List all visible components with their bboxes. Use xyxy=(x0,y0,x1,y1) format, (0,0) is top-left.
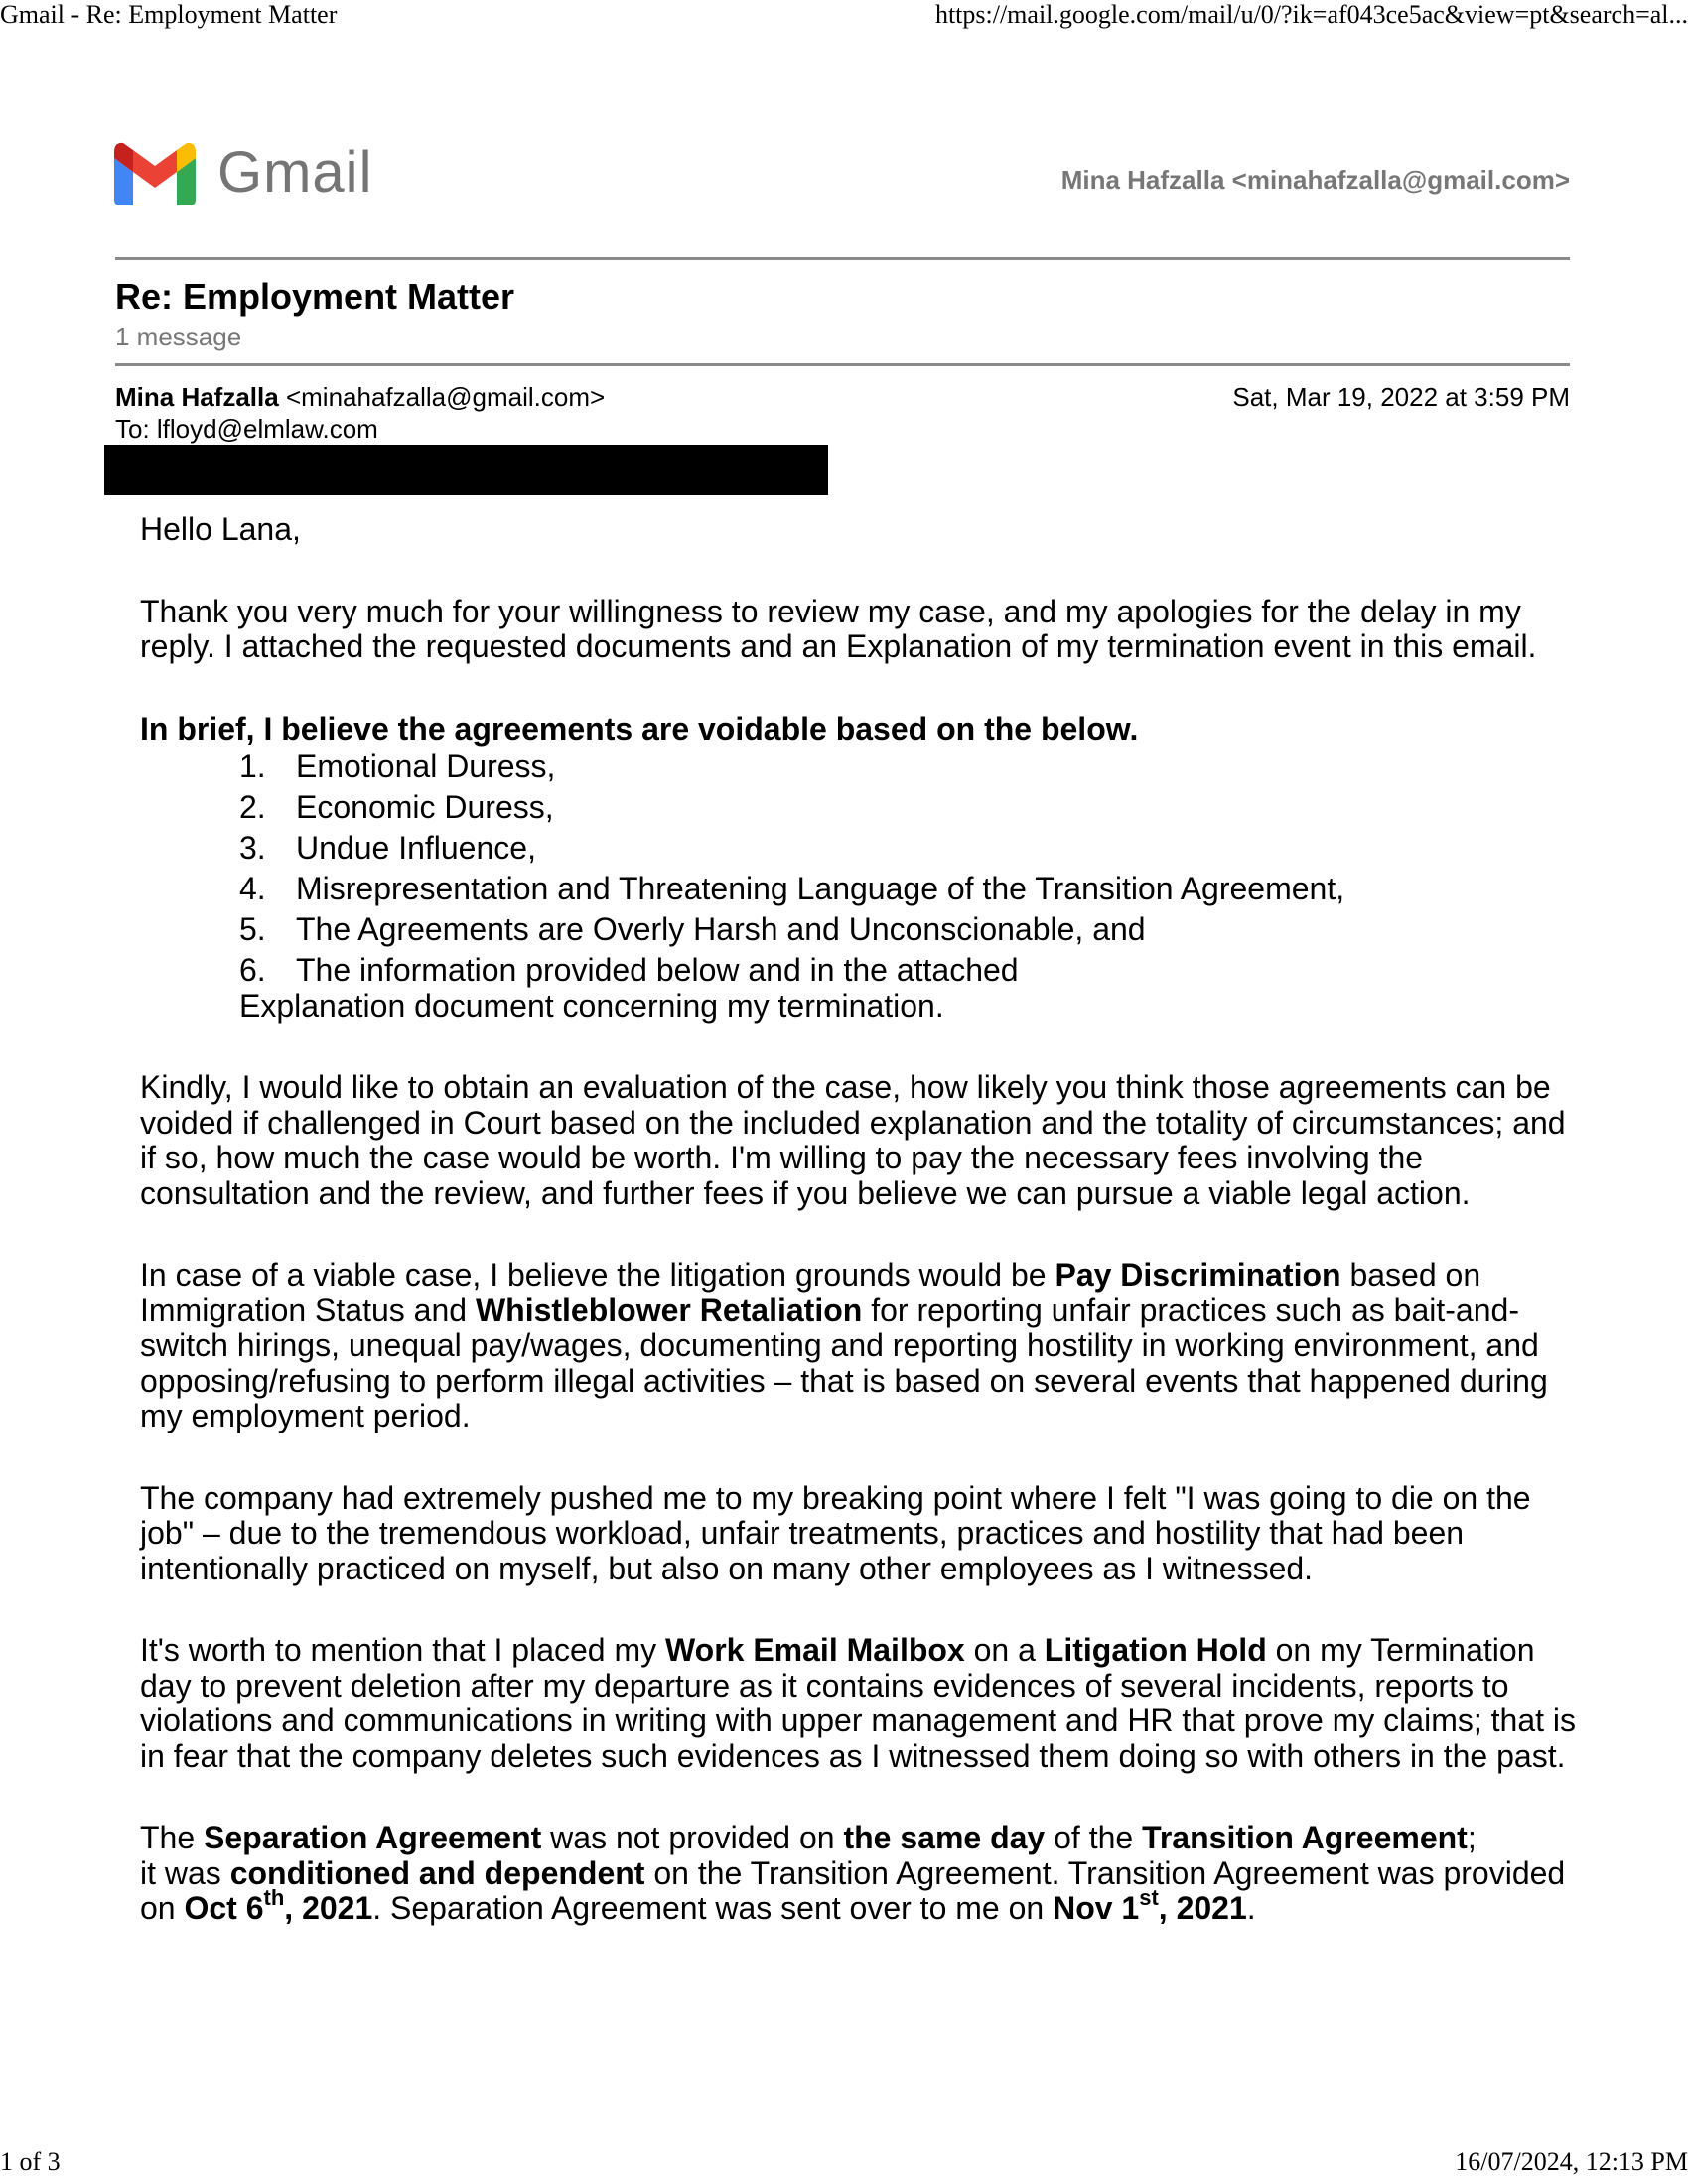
gmail-wordmark: Gmail xyxy=(217,140,373,205)
print-header-title: Gmail - Re: Employment Matter xyxy=(0,0,338,29)
message-count: 1 message xyxy=(115,322,242,351)
list-item: 1. Emotional Duress, xyxy=(239,749,556,784)
sent-date: Sat, Mar 19, 2022 at 3:59 PM xyxy=(1232,382,1570,412)
sender-name: Mina Hafzalla xyxy=(115,382,279,412)
paragraph-breaking-point: The company had extremely pushed me to my breaking point where I felt "I was going to die on the job" – due to the tremendous workload, unfair treatments, practices and hostility that had been intentionally practiced on myself, but also on many other employees as I witnessed. xyxy=(140,1479,1531,1586)
grounds-list xyxy=(140,747,1580,1024)
email-body xyxy=(140,512,1580,1974)
list-item: 5. The Agreements are Overly Harsh and Unconscionable, and xyxy=(239,911,1146,947)
sender-line xyxy=(115,382,605,413)
greeting: Hello Lana, xyxy=(140,511,301,547)
print-footer-datetime: 16/07/2024, 12:13 PM xyxy=(1455,2147,1688,2176)
recipient-line: To: lfloyd@elmlaw.com xyxy=(115,414,378,444)
list-item: 4. Misrepresentation and Threatening Language of the Transition Agreement, xyxy=(239,871,1345,906)
header-divider xyxy=(115,257,1570,260)
thread-divider xyxy=(115,363,1570,366)
print-header-url: https://mail.google.com/mail/u/0/?ik=af043ce5ac&view=pt&search=al... xyxy=(934,0,1688,29)
gmail-m-icon xyxy=(114,142,196,205)
sender-email: <minahafzalla@gmail.com> xyxy=(285,382,606,412)
paragraph-thanks: Thank you very much for your willingness to review my case, and my apologies for the delay in my reply. I attached the requested documents and an Explanation of my termination event in this email. xyxy=(140,593,1537,664)
account-label: Mina Hafzalla <minahafzalla@gmail.com> xyxy=(1060,165,1570,195)
list-item: 3. Undue Influence, xyxy=(239,830,536,866)
thread-subject: Re: Employment Matter xyxy=(115,276,515,317)
redaction-bar xyxy=(104,445,828,495)
print-footer-page: 1 of 3 xyxy=(0,2147,61,2176)
paragraph-separation-agreement: The Separation Agreement was not provided on the same day of the Transition Agreement; it was conditioned and dependent on the Transition Agreement. Transition Agreement was provided on Oct 6th, 2021. Separation Agreement was sent over to me on Nov 1st, 2021. xyxy=(140,1820,1566,1926)
paragraph-evaluation: Kindly, I would like to obtain an evaluation of the case, how likely you think those agreements can be voided if challenged in Court based on the included explanation and the totality of circumstances; and if so, how much the case would be worth. I'm willing to pay the necessary fees involving the consultation and the review, and further fees if you believe we can pursue a viable legal action. xyxy=(140,1069,1566,1211)
list-item: 6. The information provided below and in the attached Explanation document concerning my termination. xyxy=(239,952,1019,1024)
paragraph-litigation-hold: It's worth to mention that I placed my Work Email Mailbox on a Litigation Hold on my Termination day to prevent deletion after my departure as it contains evidences of several incidents, reports to violations and communications in writing with upper management and HR that prove my claims; that is in fear that the company deletes such evidences as I witnessed them doing so with others in the past. xyxy=(140,1632,1576,1774)
paragraph-litigation-grounds: In case of a viable case, I believe the litigation grounds would be Pay Discrimination based on Immigration Status and Whistleblower Retaliation for reporting unfair practices such as bait-and-switch hirings, unequal pay/wages, documenting and reporting hostility in working environment, and opposing/refusing to perform illegal activities – that is based on several events that happened during my employment period. xyxy=(140,1257,1548,1433)
list-item: 2. Economic Duress, xyxy=(239,789,554,825)
list-intro: In brief, I believe the agreements are voidable based on the below. xyxy=(140,710,1139,747)
